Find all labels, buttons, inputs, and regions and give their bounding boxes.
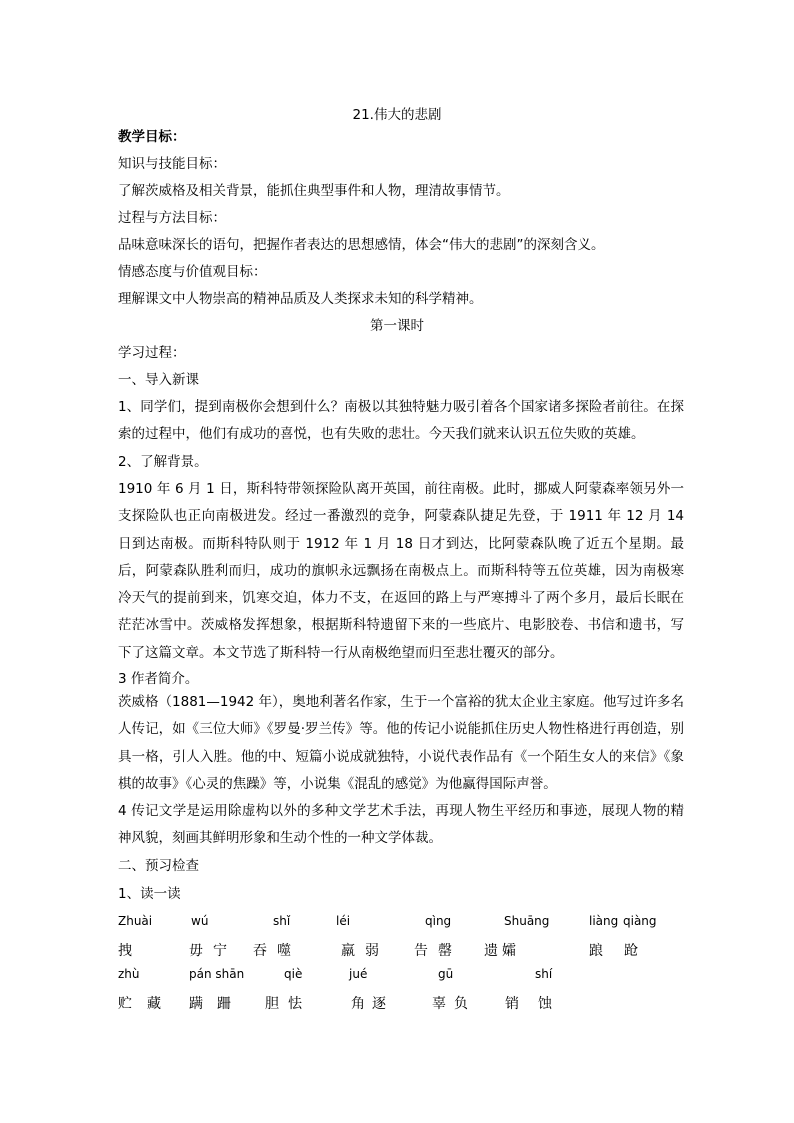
knowledge-text: 了解茨威格及相关背景，能抓住典型事件和人物，理清故事情节。 [118, 183, 510, 199]
hanzi-word: 拽 [118, 943, 133, 959]
pinyin-label: liàng [589, 914, 619, 928]
lesson-heading: 第一课时 [370, 318, 424, 334]
hanzi-word: 羸弱 [341, 943, 389, 959]
process-heading: 过程与方法目标： [118, 210, 226, 226]
pinyin-label: qìng [425, 914, 452, 928]
hanzi-word: 踉 [589, 943, 604, 959]
pinyin-label: zhù [118, 967, 140, 981]
hanzi-char: 蚀 [538, 996, 553, 1012]
hanzi-char: 辜 [432, 996, 447, 1012]
hanzi-char: 角 [351, 996, 366, 1012]
pinyin-label: gū [438, 967, 454, 981]
learning-process-label: 学习过程： [118, 345, 186, 361]
hanzi-char: 胆 [265, 996, 280, 1012]
hanzi-char: 销 [505, 996, 520, 1012]
section-background: 2、了解背景。 [118, 454, 208, 470]
paragraph-author: 茨威格（1881—1942 年），奥地利著名作家，生于一个富裕的犹太企业主家庭。他写过许多名人传记，如《三位大师》《罗曼·罗兰传》等。他的传记小说能抓住历史人物性格进行再创造，别具一格，引人入胜。他的中、短篇小说成就独特，小说代表作品有《一个陌生女人的来信》《象棋的故事》《心灵的焦躁》等，小说集《混乱的感觉》为他赢得国际声誉。 [118, 694, 684, 792]
pinyin-label: pán shān [189, 967, 245, 981]
paragraph-background: 1910 年 6 月 1 日，斯科特带领探险队离开英国，前往南极。此时，挪威人阿蒙森率领另外一支探险队也正向南极进发。经过一番激烈的竞争，阿蒙森队捷足先登，于 1911 年 12 月 14 日到达南极。而斯科特队则于 1912 年 1 月 18 日才到达，比阿蒙森队晚了近五个星期。最后，阿蒙森队胜利而归，成功的旗帜永远飘扬在南极点上。而斯科特等五位英雄，因为南极寒冷天气的提前到来，饥寒交迫，体力不支，在返回的路上与严寒搏斗了两个多月，最后长眠在茫茫冰雪中。茨威格发挥想象，根据斯科特遗留下来的一些底片、电影胶卷、书信和遗书，写下了这篇文章。本文节选了斯科特一行从南极绝望而归至悲壮覆灭的部分。 [118, 481, 684, 661]
hanzi-char: 跚 [217, 996, 232, 1012]
hanzi-char: 贮 [118, 996, 133, 1012]
pinyin-label: léi [336, 914, 351, 928]
section-intro: 一、导入新课 [118, 372, 199, 388]
emotion-text: 理解课文中人物崇高的精神品质及人类探求未知的科学精神。 [118, 291, 483, 307]
process-text: 品味意味深长的语句，把握作者表达的思想感情，体会“伟大的悲剧”的深刻含义。 [118, 237, 605, 253]
knowledge-heading: 知识与技能目标： [118, 156, 226, 172]
page-title: 21.伟大的悲剧 [352, 107, 442, 123]
hanzi-char: 蹒 [189, 996, 204, 1012]
hanzi-word: 跄 [624, 943, 639, 959]
pinyin-label: shǐ [273, 914, 291, 928]
hanzi-char: 负 [454, 996, 469, 1012]
hanzi-word: 吞噬 [253, 943, 301, 959]
pinyin-label: qiàng [623, 914, 657, 928]
pinyin-label: wú [191, 914, 209, 928]
read-heading: 1、读一读 [118, 886, 181, 902]
pinyin-label: shí [535, 967, 553, 981]
pinyin-label: Shuāng [504, 914, 550, 928]
hanzi-word: 毋宁 [189, 943, 237, 959]
pinyin-label: jué [349, 967, 368, 981]
teaching-goals-heading: 教学目标： [118, 129, 186, 145]
hanzi-char: 逐 [372, 996, 387, 1012]
hanzi-word: 告罄 [414, 943, 462, 959]
hanzi-char: 怯 [288, 996, 303, 1012]
paragraph-intro: 1、同学们，提到南极你会想到什么？南极以其独特魅力吸引着各个国家诸多探险者前往。在探索的过程中，他们有成功的喜悦，也有失败的悲壮。今天我们就来认识五位失败的英雄。 [118, 399, 684, 443]
paragraph-biography: 4 传记文学是运用除虚构以外的多种文学艺术手法，再现人物生平经历和事迹，展现人物的精神风貌，刻画其鲜明形象和生动个性的一种文学体裁。 [118, 803, 684, 847]
section-preview: 二、预习检查 [118, 858, 199, 874]
section-author: 3 作者简介。 [118, 671, 199, 687]
pinyin-label: Zhuài [118, 914, 153, 928]
emotion-heading: 情感态度与价值观目标： [118, 264, 267, 280]
hanzi-word: 遗孀 [484, 943, 520, 959]
hanzi-char: 藏 [147, 996, 162, 1012]
pinyin-label: qiè [284, 967, 303, 981]
